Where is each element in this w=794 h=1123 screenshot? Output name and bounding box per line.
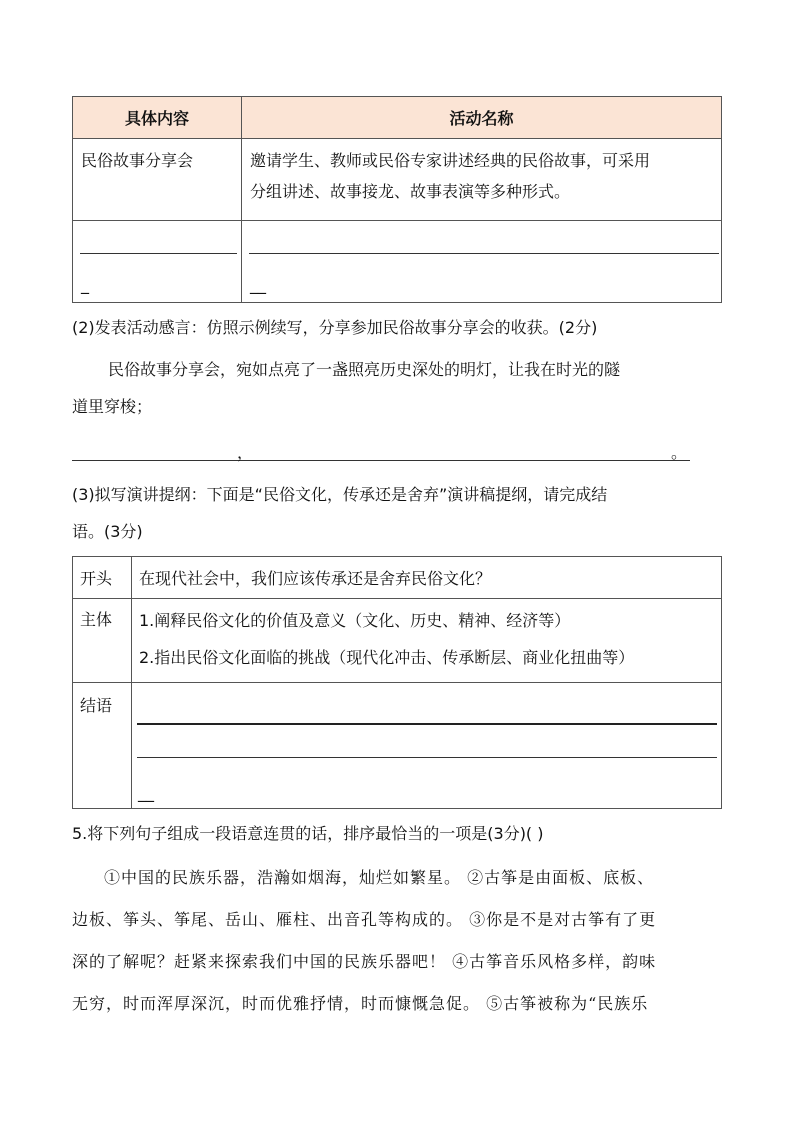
label-opening: 开头 xyxy=(73,557,132,599)
conclusion-line[interactable] xyxy=(137,723,717,725)
opening-text: 在现代社会中，我们应该传承还是舍弃民俗文化？ xyxy=(132,557,722,599)
conclusion-line[interactable] xyxy=(137,757,717,758)
blank-mark: __ xyxy=(138,783,154,802)
q2-answer-line[interactable] xyxy=(72,460,690,461)
label-conclusion: 结语 xyxy=(73,683,132,809)
blank-line[interactable] xyxy=(249,253,719,254)
speech-outline-table xyxy=(72,556,722,809)
blank-line[interactable] xyxy=(80,253,237,254)
header-content: 具体内容 xyxy=(73,97,242,139)
q2-comma: ， xyxy=(237,443,254,462)
q2-period: 。 xyxy=(671,443,688,462)
q3-prompt: (3)拟写演讲提纲：下面是“民俗文化，传承还是舍弃”演讲稿提纲，请完成结 语。(3分) xyxy=(72,485,608,541)
label-body: 主体 xyxy=(73,599,132,683)
q2-example: 民俗故事分享会，宛如点亮了一盏照亮历史深处的明灯，让我在时光的隧 道里穿梭； xyxy=(72,360,621,416)
blank-mark: __ xyxy=(250,275,266,294)
header-activity-name: 活动名称 xyxy=(242,97,722,139)
q5-prompt: 5.将下列句子组成一段语意连贯的话，排序最恰当的一项是(3分)( ) xyxy=(72,824,544,843)
conclusion-area[interactable] xyxy=(132,683,722,809)
body-text: 1.阐释民俗文化的价值及意义（文化、历史、精神、经济等） 2.指出民俗文化面临的挑战（现代化冲击、传承断层、商业化扭曲等） xyxy=(132,599,722,683)
activity-table xyxy=(72,96,722,303)
q2-prompt: (2)发表活动感言：仿照示例续写，分享参加民俗故事分享会的收获。(2分) xyxy=(72,318,598,337)
blank-mark: _ xyxy=(81,275,89,294)
q5-sentences: ①中国的民族乐器，浩瀚如烟海，灿烂如繁星。 ②古筝是由面板、底板、 边板、筝头、筝尾、岳山、雁柱、出音孔等构成的。 ③你是不是对古筝有了更 深的了解呢？赶紧来探索我们中国的民族乐器吧！ ④古筝音乐风格多样，韵味 无穷，时而浑厚深沉，时而优雅抒情，时而慷慨急促。 ⑤古筝被称为“民族乐 xyxy=(72,868,657,1013)
row1-description: 邀请学生、教师或民俗专家讲述经典的民俗故事，可采用 分组讲述、故事接龙、故事表演等多种形式。 xyxy=(250,151,651,201)
row1-content: 民俗故事分享会 xyxy=(81,151,194,170)
